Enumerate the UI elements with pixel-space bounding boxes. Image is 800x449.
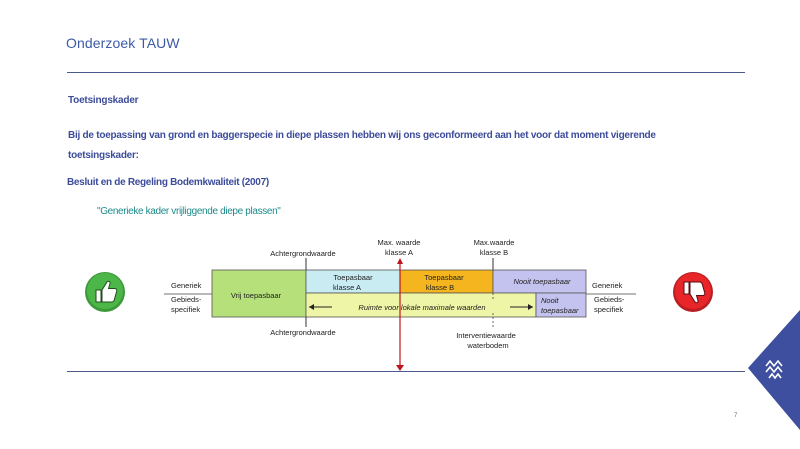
text-klasse-a-2: klasse A: [333, 283, 361, 292]
framework-quote: "Generieke kader vrijliggende diepe plassen": [97, 206, 281, 217]
slide-title: Onderzoek TAUW: [66, 35, 180, 51]
label-interventie-2: waterbodem: [467, 341, 509, 350]
title-divider: [67, 72, 745, 73]
label-gebied-left-1: Gebieds-: [171, 295, 202, 304]
thumbs-up-icon: [84, 271, 126, 313]
text-vrij-toepasbaar: Vrij toepasbaar: [230, 291, 282, 300]
text-klasse-b-1: Toepasbaar: [424, 273, 464, 282]
thumbs-down-icon: [672, 271, 714, 313]
label-gebied-right-1: Gebieds-: [594, 295, 625, 304]
intro-paragraph-line1: Bij de toepassing van grond en baggerspecie in diepe plassen hebben wij ons geconformeerd aan het voor dat moment vigerende: [68, 130, 656, 141]
text-nooit-top: Nooit toepasbaar: [513, 277, 571, 286]
text-ruimte: Ruimte voor lokale maximale waarden: [358, 303, 486, 312]
label-max-a-line1: Max. waarde: [377, 238, 421, 247]
classification-diagram: [160, 232, 640, 372]
content-divider: [67, 371, 745, 372]
page-number: 7: [734, 413, 738, 419]
corner-logo-icon: [748, 310, 800, 430]
label-interventie-1: Interventiewaarde: [456, 331, 516, 340]
text-klasse-a-1: Toepasbaar: [333, 273, 373, 282]
label-max-b-line2: klasse B: [479, 248, 509, 257]
text-nooit-bottom-2: toepasbaar: [541, 306, 579, 315]
label-gebied-left-2: specifiek: [171, 305, 201, 314]
intro-paragraph-line2: toetsingskader:: [68, 150, 139, 161]
regulation-heading: Besluit en de Regeling Bodemkwaliteit (2007): [67, 177, 269, 188]
label-max-b-line1: Max.waarde: [473, 238, 515, 247]
text-nooit-bottom-1: Nooit: [541, 296, 559, 305]
label-achtergrond-top: Achtergrondwaarde: [270, 249, 336, 258]
text-klasse-b-2: klasse B: [425, 283, 455, 292]
label-gebied-right-2: specifiek: [594, 305, 624, 314]
intro-paragraph: [68, 126, 708, 166]
section-heading: Toetsingskader: [68, 95, 139, 106]
label-achtergrond-bottom: Achtergrondwaarde: [270, 328, 336, 337]
label-generiek-right: Generiek: [592, 281, 623, 290]
label-max-a-line2: klasse A: [385, 248, 413, 257]
label-generiek-left: Generiek: [171, 281, 202, 290]
